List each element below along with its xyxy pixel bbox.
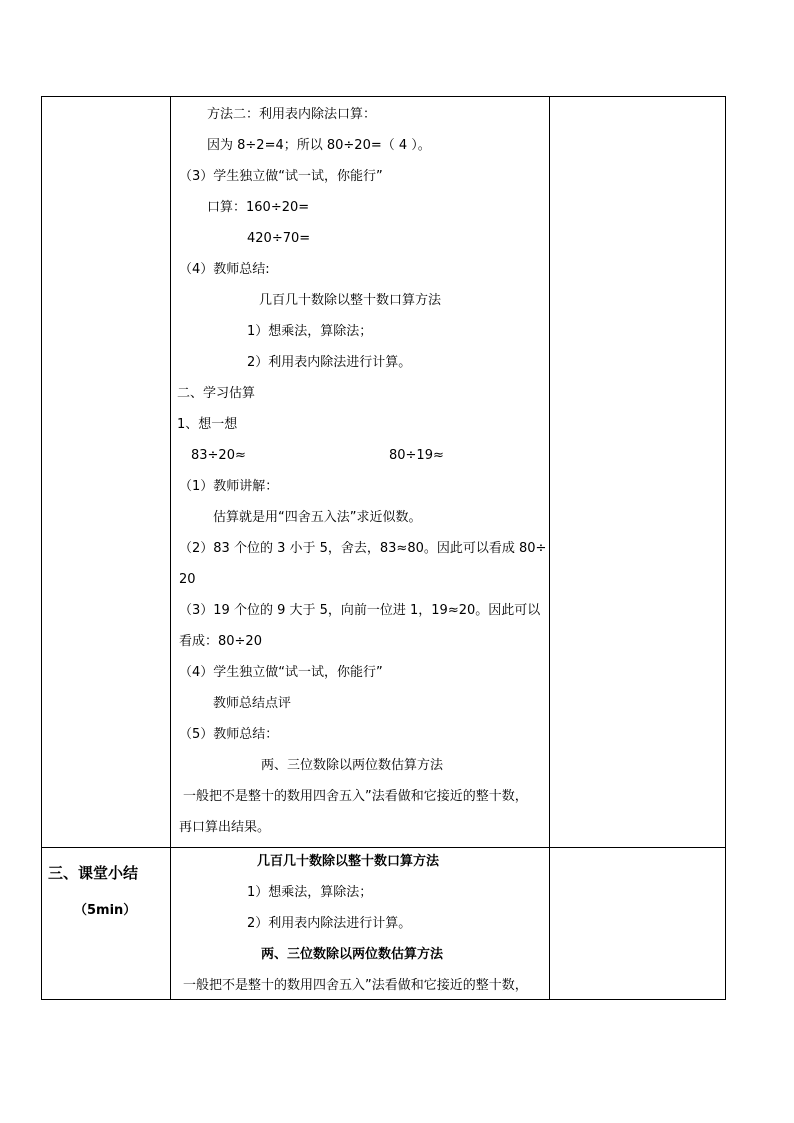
lesson-plan-table bbox=[41, 96, 726, 1000]
estimate-desc: 一般把不是整十的数用四舍五入”法看做和它接近的整十数， bbox=[183, 978, 528, 993]
step-4b-line: （4）学生独立做“试一试，你能行” bbox=[179, 665, 383, 680]
estimate-title-bold: 两、三位数除以两位数估算方法 bbox=[261, 947, 444, 962]
summary-title-bold: 几百几十数除以整十数口算方法 bbox=[257, 854, 440, 869]
section-estimation: 二、学习估算 bbox=[177, 386, 256, 401]
summary-item-2: 2）利用表内除法进行计算。 bbox=[247, 916, 412, 931]
estimate-expr-1: 83÷20≈ bbox=[191, 448, 246, 463]
estimate-expr-2: 80÷19≈ bbox=[389, 448, 444, 463]
summary-title: 几百几十数除以整十数口算方法 bbox=[259, 293, 442, 308]
step-2-line: （2）83 个位的 3 小于 5，舍去，83≈80。因此可以看成 80÷ bbox=[179, 541, 547, 556]
step-5-line: （5）教师总结： bbox=[179, 727, 279, 742]
summary-item-1: 1）想乘法，算除法； bbox=[247, 324, 373, 339]
section-cell-empty bbox=[42, 97, 171, 848]
because-line: 因为 8÷2=4；所以 80÷20=（ 4 ）。 bbox=[207, 138, 431, 153]
content-cell bbox=[171, 848, 550, 1000]
content-cell bbox=[171, 97, 550, 848]
summary-item-1: 1）想乘法，算除法； bbox=[247, 885, 373, 900]
step-3b-line-cont: 看成：80÷20 bbox=[179, 634, 262, 649]
table-row bbox=[42, 848, 726, 1000]
summary-item-2: 2）利用表内除法进行计算。 bbox=[247, 355, 412, 370]
think-line: 1、想一想 bbox=[177, 417, 238, 432]
estimate-method-title: 两、三位数除以两位数估算方法 bbox=[261, 758, 444, 773]
section-cell bbox=[42, 848, 171, 1000]
step-3-line: （3）学生独立做“试一试，你能行” bbox=[179, 169, 383, 184]
estimate-method-desc: 一般把不是整十的数用四舍五入”法看做和它接近的整十数， bbox=[183, 789, 528, 804]
step-3b-line: （3）19 个位的 9 大于 5，向前一位进 1，19≈20。因此可以 bbox=[179, 603, 541, 618]
method-two-line: 方法二：利用表内除法口算： bbox=[207, 107, 377, 122]
oral-calc-line-2: 420÷70= bbox=[247, 231, 311, 246]
teacher-explain-line: （1）教师讲解： bbox=[179, 479, 279, 494]
estimate-method-desc-cont: 再口算出结果。 bbox=[179, 820, 271, 835]
estimate-definition: 估算就是用“四舍五入法”求近似数。 bbox=[213, 510, 422, 525]
step-4-line: （4）教师总结: bbox=[179, 262, 270, 277]
notes-cell bbox=[550, 848, 726, 1000]
section-duration: （5min） bbox=[74, 903, 137, 918]
step-2-line-cont: 20 bbox=[179, 572, 196, 587]
teacher-review-line: 教师总结点评 bbox=[213, 696, 292, 711]
section-title: 三、课堂小结 bbox=[48, 864, 139, 882]
notes-cell bbox=[550, 97, 726, 848]
oral-calc-line: 口算：160÷20= bbox=[207, 200, 310, 215]
table-row bbox=[42, 97, 726, 848]
